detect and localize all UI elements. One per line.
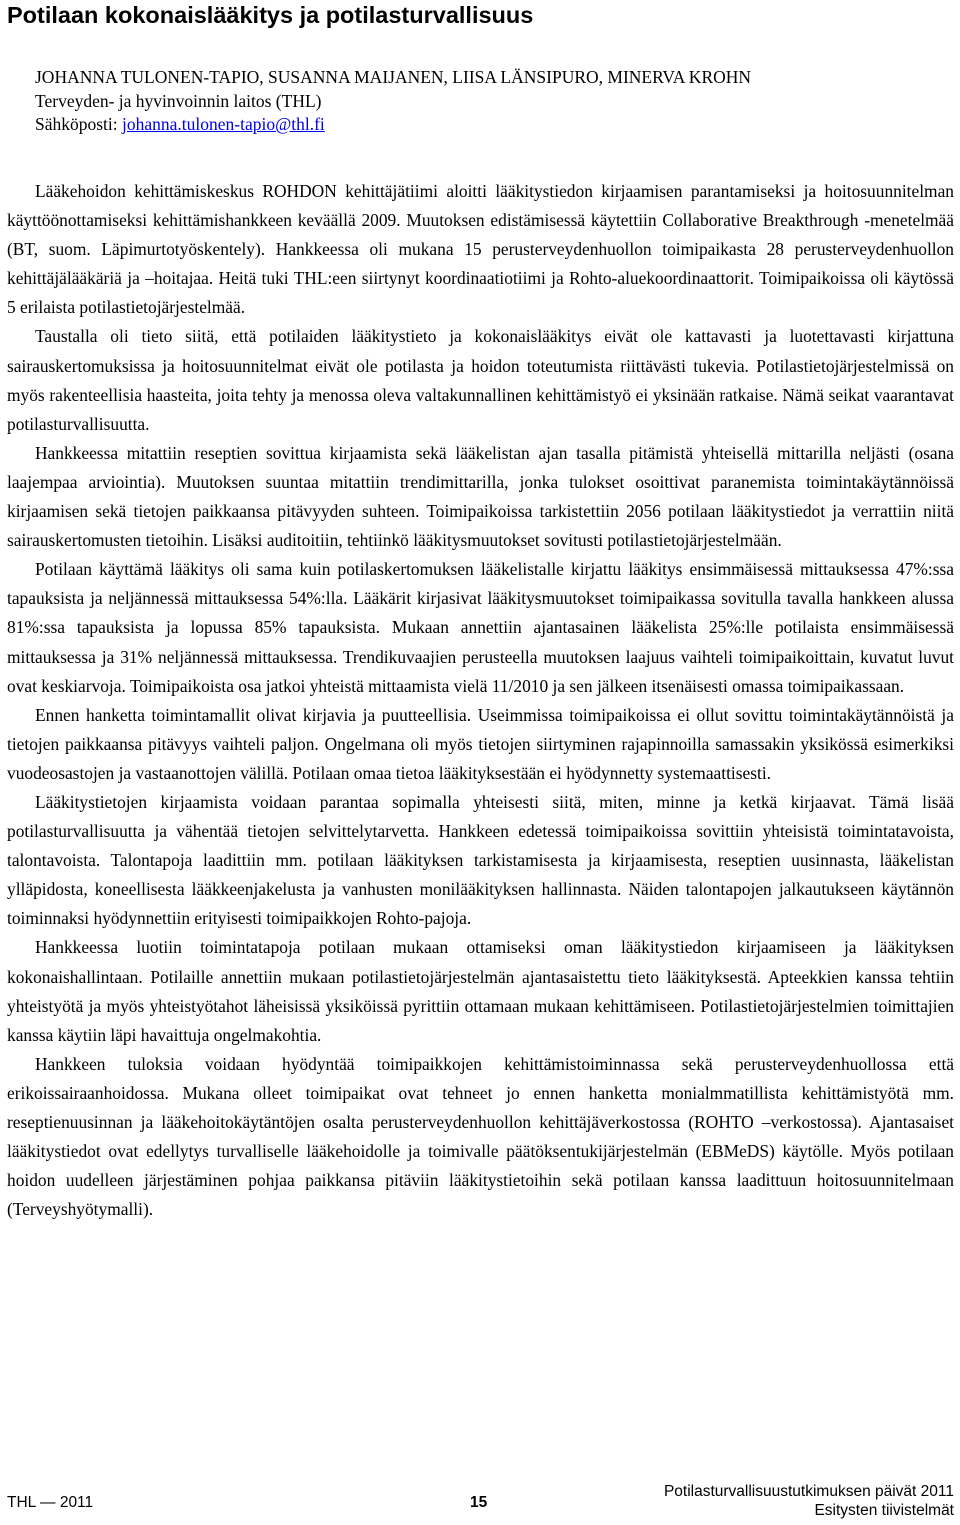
authors: JOHANNA TULONEN-TAPIO, SUSANNA MAIJANEN, LIISA LÄNSIPURO, MINERVA KROHN (35, 67, 752, 87)
paragraph-2: Taustalla oli tieto siitä, että potilaiden lääkitystieto ja kokonaislääkitys eivät ole kattavasti ja luotettavasti kirjattuna sairauskertomuksissa ja hoitosuunnitelmat eivät ole potilasta ja hoidon toteutumista riittävästi tukevia. Potilastietojärjestelmissä on myös rakenteellisia haasteita, joita tehty ja menossa oleva valtakunnallinen kehittämistyö ei yksinään ratkaise. Nämä seikat vaarantavat potilasturvallisuutta. (7, 326, 954, 434)
email-line (35, 113, 751, 137)
paragraph-5: Ennen hanketta toimintamallit olivat kirjavia ja puutteellisia. Useimmissa toimipaikoissa ei ollut sovittu toimintakäytännöistä ja tietojen paikkaansa pitävyys vaihteli paljon. Ongelmana oli myös tietojen siirtyminen rajapinnoilla samassakin yksikössä esimerkiksi vuodeosastojen ja vastaanottojen välillä. Potilaan omaa tietoa lääkityksestään ei hyödynnetty systemaattisesti. (7, 704, 954, 783)
paragraph-3: Hankkeessa mitattiin reseptien sovittua kirjaamista sekä lääkelistan ajan tasalla pitämistä yhteisellä mittarilla neljästi (osana laajempaa arviointia). Muutoksen suuntaa mitattiin trendimittarilla, jonka tulokset osoittivat paranemista toimintakäytännöissä kirjaamisen sekä tietojen paikkaansa pitävyyden suhteen. Toimipaikoissa tarkistettiin 2056 potilaan lääkitystiedot ja verrattiin niitä sairauskertomusten tietoihin. Lisäksi auditoitiin, tehtiinkö lääkitysmuutokset sovitusti potilastietojärjestelmään. (7, 442, 954, 551)
footer-publisher: THL — 2011 (7, 1494, 94, 1511)
paragraph-4: Potilaan käyttämä lääkitys oli sama kuin potilaskertomuksen lääkelistalle kirjattu lääkitys ensimmäisessä mittauksessa 47%:ssa tapauksista ja neljännessä mittauksessa 54%:lla. Lääkärit kirjasivat lääkitysmuutokset toimipaikassa sovitulla tavalla hankkeen alussa 81%:ssa tapauksista ja lopussa 85% tapauksista. Mukaan annettiin ajantasainen lääkelista 25%:lle potilaista ensimmäisessä mittauksessa ja 31% neljännessä mittauksessa. Trendikuvaajien perusteella muutoksen laajuus vaihteli toimipaikoittain, kuvatut luvut ovat keskiarvoja. Toimipaikoista osa jatkoi yhteistä mittaamista vielä 11/2010 ja sen jälkeen itsenäisesti omassa toimipaikassaan. (7, 559, 954, 696)
page-number: 15 (470, 1494, 488, 1511)
paragraph-1: Lääkehoidon kehittämiskeskus ROHDON kehittäjätiimi aloitti lääkitystiedon kirjaamisen parantamiseksi ja hoitosuunnitelman käyttöönottamiseksi kehittämishankkeen keväällä 2009. Muutoksen edistämisessä käytettiin Collaborative Breakthrough -menetelmää (BT, suom. Läpimurtotyöskentely). Hankkeessa oli mukana 15 perusterveydenhuollon toimipaikasta 28 perusterveydenhuollon kehittäjälääkäriä ja –hoitajaa. Heitä tuki THL:een siirtynyt koordinaatiotiimi ja Rohto-aluekoordinaattorit. Toimipaikoissa oli käytössä 5 erilaista potilastietojärjestelmää. (7, 181, 954, 318)
email-label: Sähköposti: (35, 114, 123, 134)
page-title: Potilaan kokonaislääkitys ja potilasturvallisuus (7, 2, 534, 28)
paragraph-8: Hankkeen tuloksia voidaan hyödyntää toimipaikkojen kehittämistoiminnassa sekä perusterveydenhuollossa että erikoissairaanhoidossa. Mukana olleet toimipaikat ovat tehneet jo ennen hanketta monialmmatillista kehittämistyötä mm. reseptienuusinnan ja lääkehoitokäytäntöjen osalta perusterveydenhuollon kehittäjäverkostossa (ROHTO –verkostossa). Ajantasaiset lääkitystiedot ovat edellytys turvalliselle lääkehoidolle ja toimivalle päätöksentukijärjestelmän (EBMeDS) käytölle. Myös potilaan hoidon uudelleen järjestäminen pohjaa paikkansa pitäviin lääkitystietoihin sekä potilaan kanssa laadittuun hoitosuunnitelmaan (Terveyshyötymalli). (7, 1053, 954, 1220)
article-meta (35, 66, 751, 137)
affiliation: Terveyden- ja hyvinvoinnin laitos (THL) (35, 90, 322, 111)
paragraph-7: Hankkeessa luotiin toimintatapoja potilaan mukaan ottamiseksi oman lääkitystiedon kirjaamiseen ja lääkityksen kokonaishallintaan. Potilaille annettiin mukaan potilastietojärjestelmän ajantasaistettu tieto lääkityksestä. Apteekkien kanssa tehtiin yhteistyötä ja myös yhteistyötahot läheisissä yksiköissä pyrittiin ottamaan mukaan kehittämiseen. Potilastietojärjestelmien toimittajien kanssa käytiin läpi havaittuja ongelmakohtia. (7, 937, 954, 1045)
page-footer (0, 1480, 960, 1525)
footer-publication-subtitle: Esitysten tiivistelmät (814, 1502, 954, 1519)
paragraph-6: Lääkitystietojen kirjaamista voidaan parantaa sopimalla yhteisesti siitä, miten, minne ja ketkä kirjaavat. Tämä lisää potilasturvallisuutta ja vähentää tietojen selvittelytarvetta. Hankkeen edetessä toimipaikoissa sovittiin yhteisistä toimintatavoista, talontavoista. Talontapoja laadittiin mm. potilaan lääkityksen tarkistamisesta ja kirjaamisesta, reseptien uusinnasta, lääkelistan ylläpidosta, koneellisesta lääkkeenjakelusta ja vanhusten monilääkityksen hallinnasta. Näiden talontapojen jalkautukseen käytännön toiminnaksi hyödynnettiin erityisesti toimipaikkojen Rohto-pajoja. (7, 791, 954, 929)
email-link[interactable]: johanna.tulonen-tapio@thl.fi (122, 114, 325, 134)
footer-publication-title: Potilasturvallisuustutkimuksen päivät 2011 (663, 1483, 954, 1500)
footer-publication (664, 1482, 954, 1520)
article-body (7, 177, 954, 1224)
